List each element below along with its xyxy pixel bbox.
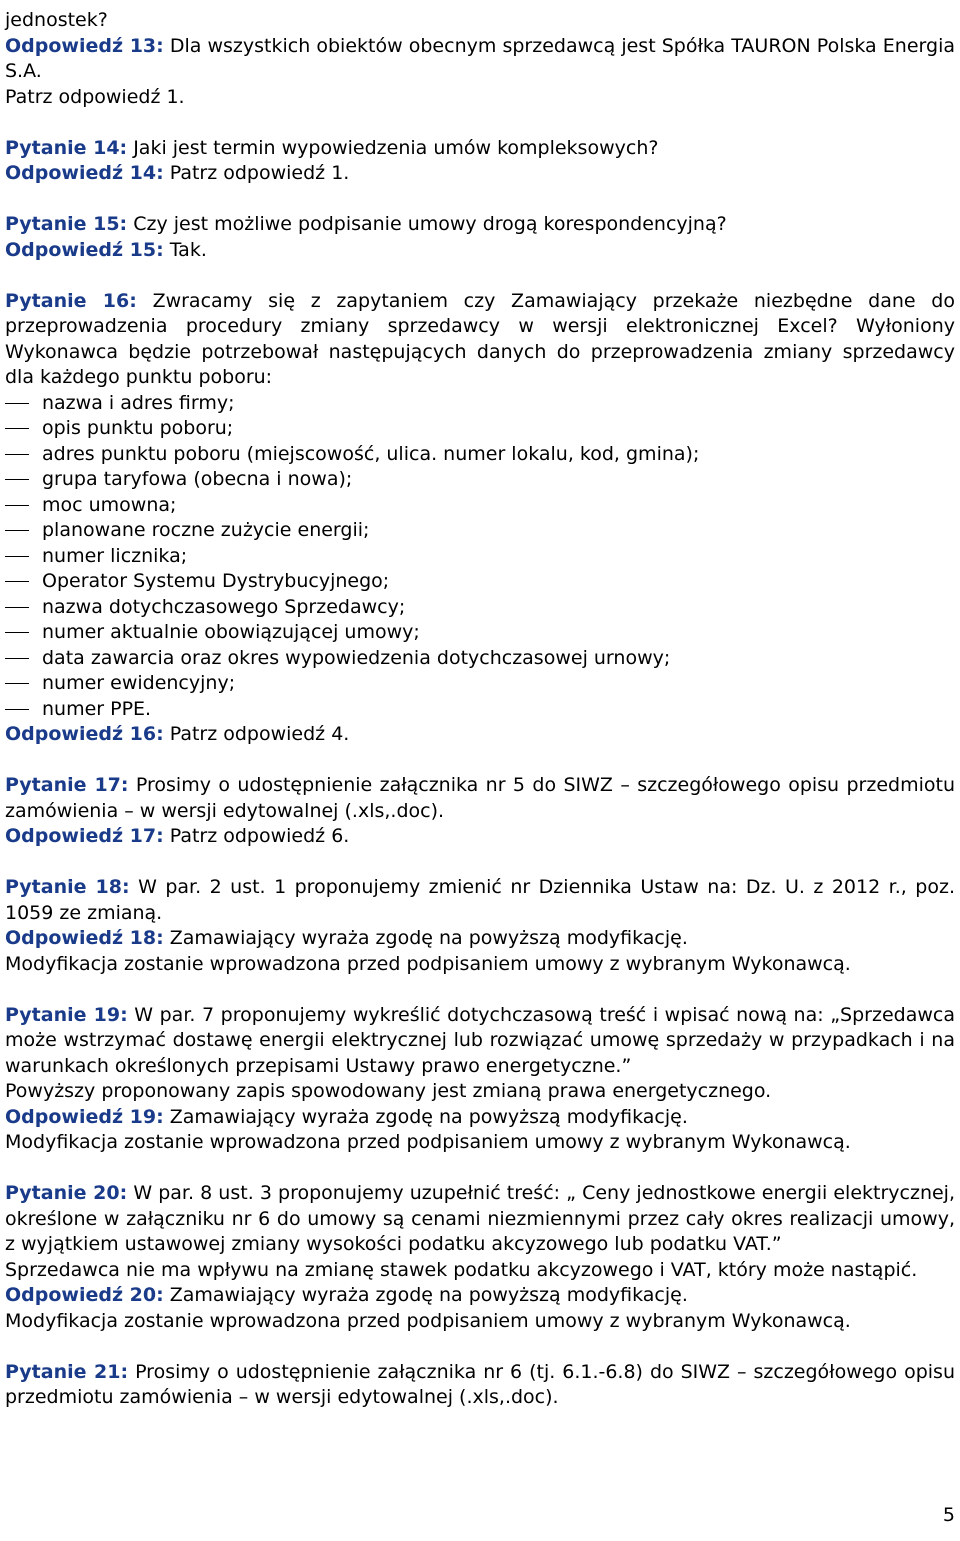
question-17 [5,773,955,824]
answer-18-text: Zamawiający wyraża zgodę na powyższą modyfikację. [169,927,688,949]
answer-18 [5,926,955,952]
answer-18-label: Odpowiedź 18: [5,927,164,949]
dash-bullet [5,479,29,480]
question-21-text: Prosimy o udostępnienie załącznika nr 6 (tj. 6.1.-6.8) do SIWZ – szczegółowego opisu przedmiotu zamówienia – w wersji edytowalnej (.xls,.doc). [5,1360,955,1408]
question-14-label: Pytanie 14: [5,136,128,159]
question-19-extra: Powyższy proponowany zapis spowodowany jest zmianą prawa energetycznego. [5,1080,772,1102]
list-item: nazwa dotychczasowego Sprzedawcy; [5,595,955,621]
answer-13 [5,34,955,85]
question-19 [5,1003,955,1080]
dash-bullet [5,454,29,455]
answer-17-label: Odpowiedź 17: [5,825,164,847]
answer-16-text: Patrz odpowiedź 4. [169,723,350,745]
question-14 [5,136,955,162]
question-14-text: Jaki jest termin wypowiedzenia umów kompleksowych? [133,136,659,159]
page-number: 5 [942,1504,955,1526]
question-17-label: Pytanie 17: [5,774,129,796]
dash-bullet [5,428,29,429]
answer-20-text: Zamawiający wyraża zgodę na powyższą modyfikację. [169,1284,688,1306]
question-16-block [5,289,955,748]
answer-16 [5,722,955,748]
answer-18-note: Modyfikacja zostanie wprowadzona przed podpisaniem umowy z wybranym Wykonawcą. [5,952,851,975]
question-18-label: Pytanie 18: [5,876,130,898]
question-18-text: W par. 2 ust. 1 proponujemy zmienić nr Dziennika Ustaw na: Dz. U. z 2012 r., poz. 1059 ze zmianą. [5,876,955,924]
dash-bullet [5,683,29,684]
list-item: numer aktualnie obowiązującej umowy; [5,620,955,646]
question-15-label: Pytanie 15: [5,213,128,235]
question-20 [5,1181,955,1258]
answer-19 [5,1105,955,1131]
list-item: numer ewidencyjny; [5,671,955,697]
question-18 [5,875,955,926]
question-17-block [5,773,955,850]
question-16 [5,289,955,391]
list-item: planowane roczne zużycie energii; [5,518,955,544]
answer-20 [5,1283,955,1309]
answer-20-note: Modyfikacja zostanie wprowadzona przed podpisaniem umowy z wybranym Wykonawcą. [5,1309,851,1332]
answer-15-label: Odpowiedź 15: [5,238,164,261]
answer-14-text: Patrz odpowiedź 1. [169,162,350,184]
question-15-block [5,212,955,263]
answer-13-ref: Patrz odpowiedź 1. [5,85,185,108]
question-19-block [5,1003,955,1156]
intro-line: jednostek? [5,9,108,31]
dash-bullet [5,658,29,659]
question-15 [5,212,955,238]
list-item: grupa taryfowa (obecna i nowa); [5,467,955,493]
list-item: numer PPE. [5,697,955,723]
answer-13-block [5,8,955,110]
answer-16-label: Odpowiedź 16: [5,723,164,745]
question-20-text: W par. 8 ust. 3 proponujemy uzupełnić treść: „ Ceny jednostkowe energii elektrycznej, określone w załączniku nr 6 do umowy są cenami niezmiennymi przez cały okres realizacji umowy, z wyjątkiem ustawowej zmiany wysokości podatku akcyzowego lub podatku VAT.” [5,1182,955,1255]
question-21-block [5,1360,955,1411]
list-item: nazwa i adres firmy; [5,391,955,417]
question-20-label: Pytanie 20: [5,1182,128,1204]
answer-15 [5,238,955,264]
list-item: Operator Systemu Dystrybucyjnego; [5,569,955,595]
answer-15-text: Tak. [169,238,207,261]
document-body [5,8,955,1436]
list-item: opis punktu poboru; [5,416,955,442]
answer-14 [5,161,955,187]
question-16-label: Pytanie 16: [5,289,137,312]
list-item: adres punktu poboru (miejscowość, ulica. numer lokalu, kod, gmina); [5,442,955,468]
question-18-block [5,875,955,977]
dash-bullet [5,530,29,531]
question-20-extra: Sprzedawca nie ma wpływu na zmianę stawek podatku akcyzowego i VAT, który może nastąpić. [5,1258,918,1281]
dash-bullet [5,556,29,557]
dash-bullet [5,709,29,710]
required-data-list [5,391,955,723]
answer-17 [5,824,955,850]
question-21 [5,1360,955,1411]
dash-bullet [5,505,29,506]
question-20-block [5,1181,955,1334]
question-14-block [5,136,955,187]
question-17-text: Prosimy o udostępnienie załącznika nr 5 do SIWZ – szczegółowego opisu przedmiotu zamówienia – w wersji edytowalnej (.xls,.doc). [5,774,955,822]
question-15-text: Czy jest możliwe podpisanie umowy drogą korespondencyjną? [133,213,727,235]
answer-13-text: Dla wszystkich obiektów obecnym sprzedawcą jest Spółka TAURON Polska Energia S.A. [5,34,955,82]
answer-14-label: Odpowiedź 14: [5,162,164,184]
answer-19-note: Modyfikacja zostanie wprowadzona przed podpisaniem umowy z wybranym Wykonawcą. [5,1131,851,1153]
answer-19-text: Zamawiający wyraża zgodę na powyższą modyfikację. [169,1105,688,1128]
question-19-label: Pytanie 19: [5,1003,128,1026]
dash-bullet [5,607,29,608]
answer-19-label: Odpowiedź 19: [5,1105,164,1128]
question-21-label: Pytanie 21: [5,1360,129,1383]
answer-13-label: Odpowiedź 13: [5,34,164,57]
question-16-text: Zwracamy się z zapytaniem czy Zamawiający przekaże niezbędne dane do przeprowadzenia procedury zmiany sprzedawcy w wersji elektronicznej Excel? Wyłoniony Wykonawca będzie potrzebował następujących danych do przeprowadzenia zmiany sprzedawcy dla każdego punktu poboru: [5,289,955,388]
list-item: moc umowna; [5,493,955,519]
answer-17-text: Patrz odpowiedź 6. [169,825,350,847]
dash-bullet [5,581,29,582]
list-item: numer licznika; [5,544,955,570]
list-item: data zawarcia oraz okres wypowiedzenia dotychczasowej urnowy; [5,646,955,672]
answer-20-label: Odpowiedź 20: [5,1284,164,1306]
question-19-text: W par. 7 proponujemy wykreślić dotychczasową treść i wpisać nową na: „Sprzedawca może wstrzymać dostawę energii elektrycznej lub rozwiązać umowę sprzedaży w przypadkach i na warunkach określonych przepisami Ustawy prawo energetyczne.” [5,1003,955,1077]
dash-bullet [5,403,29,404]
dash-bullet [5,632,29,633]
